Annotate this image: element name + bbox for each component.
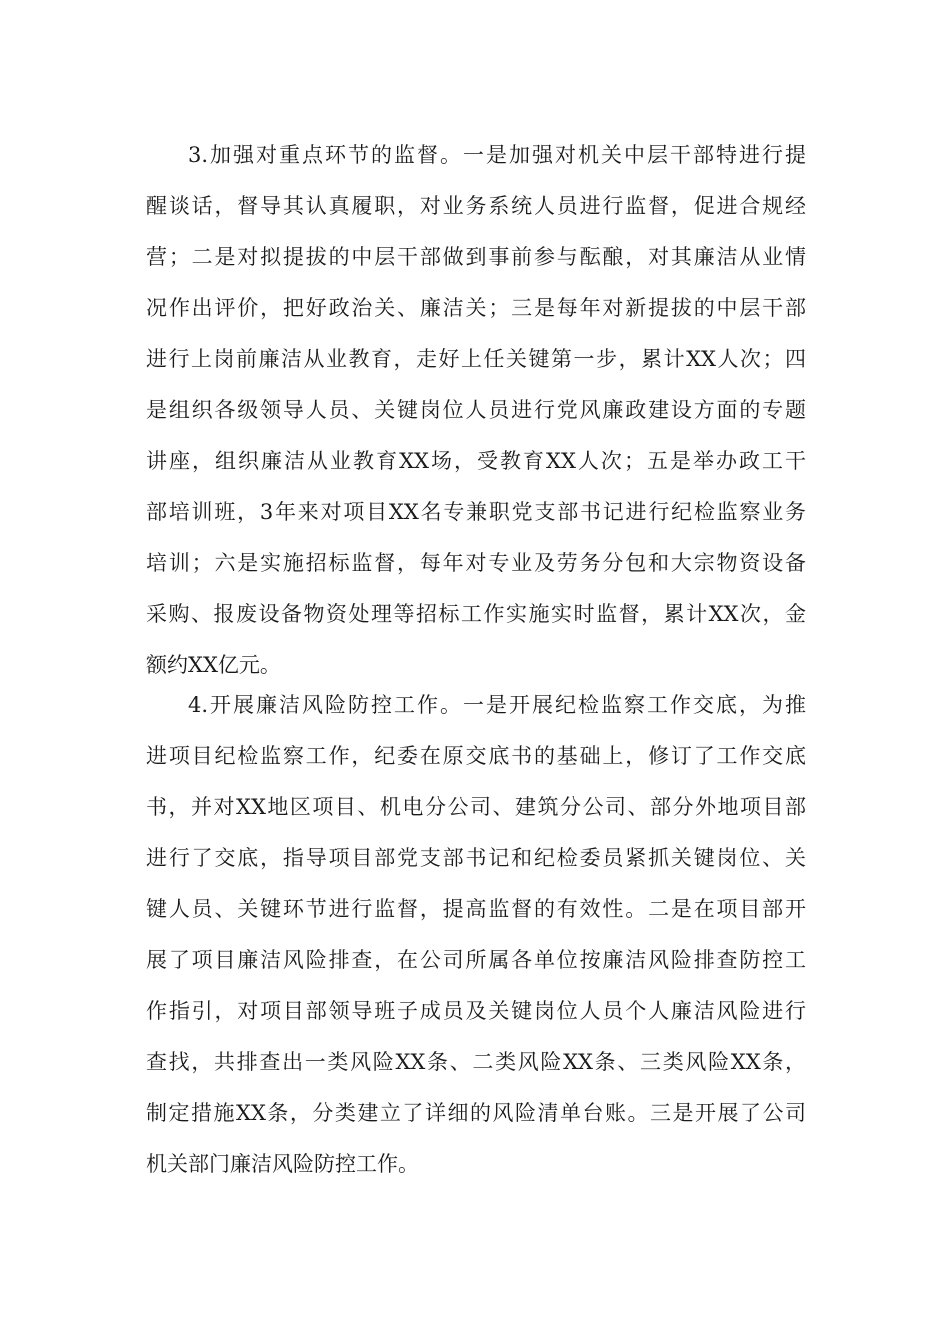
text-line: 制定措施XX条，分类建立了详细的风险清单台账。三是开展了公司 [146, 1101, 806, 1125]
text-line: 是组织各级领导人员、关键岗位人员进行党风廉政建设方面的专题 [146, 398, 806, 422]
text-line: 作指引，对项目部领导班子成员及关键岗位人员个人廉洁风险进行 [146, 999, 806, 1023]
paragraph-4 [146, 680, 806, 1190]
text-line: 额约XX亿元。 [146, 653, 281, 677]
text-line: 醒谈话，督导其认真履职，对业务系统人员进行监督，促进合规经 [146, 194, 806, 218]
text-line: 况作出评价，把好政治关、廉洁关；三是每年对新提拔的中层干部 [146, 296, 806, 320]
text-line: 营；二是对拟提拔的中层干部做到事前参与酝酿，对其廉洁从业情 [146, 245, 806, 269]
text-line: 书，并对XX地区项目、机电分公司、建筑分公司、部分外地项目部 [146, 795, 806, 819]
text-line: 采购、报废设备物资处理等招标工作实施实时监督，累计XX次，金 [146, 602, 806, 626]
text-line: 讲座，组织廉洁从业教育XX场，受教育XX人次；五是举办政工干 [146, 449, 806, 473]
text-line: 部培训班，3年来对项目XX名专兼职党支部书记进行纪检监察业务 [146, 500, 806, 524]
text-line: 培训；六是实施招标监督，每年对专业及劳务分包和大宗物资设备 [146, 551, 806, 575]
text-line: 进项目纪检监察工作，纪委在原交底书的基础上，修订了工作交底 [146, 744, 806, 768]
text-line: 3.加强对重点环节的监督。一是加强对机关中层干部特进行提 [188, 143, 806, 167]
paragraph-3 [146, 130, 806, 691]
text-line: 查找，共排查出一类风险XX条、二类风险XX条、三类风险XX条， [146, 1050, 806, 1074]
text-line: 展了项目廉洁风险排查，在公司所属各单位按廉洁风险排查防控工 [146, 948, 806, 972]
text-line: 4.开展廉洁风险防控工作。一是开展纪检监察工作交底，为推 [188, 693, 806, 717]
text-line: 机关部门廉洁风险防控工作。 [146, 1152, 419, 1176]
text-line: 进行了交底，指导项目部党支部书记和纪检委员紧抓关键岗位、关 [146, 846, 806, 870]
text-line: 进行上岗前廉洁从业教育，走好上任关键第一步，累计XX人次；四 [146, 347, 806, 371]
text-line: 键人员、关键环节进行监督，提高监督的有效性。二是在项目部开 [146, 897, 806, 921]
